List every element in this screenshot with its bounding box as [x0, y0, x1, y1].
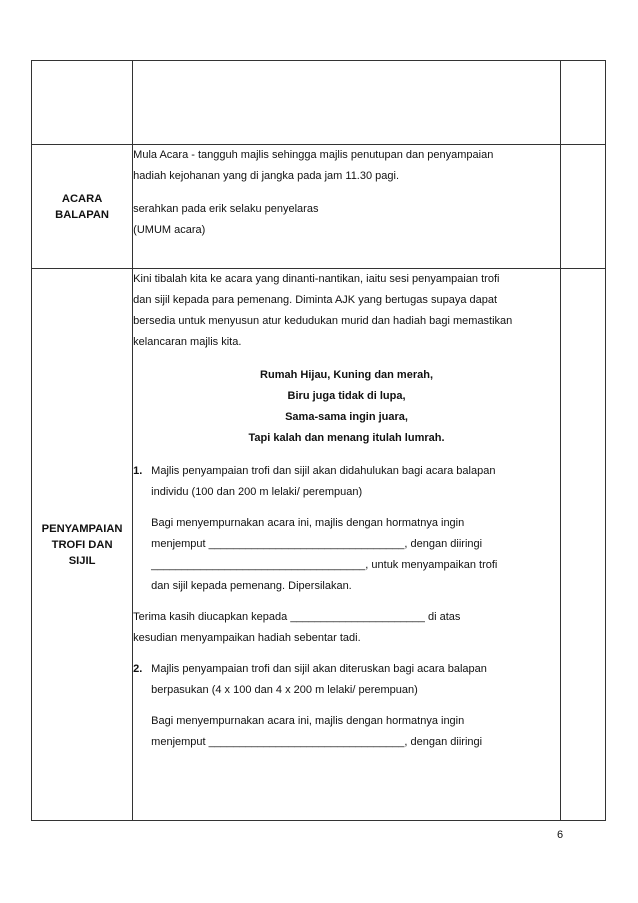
row2-notes-cell: [560, 145, 605, 269]
table-row-acara-balapan: [32, 145, 606, 269]
row1-notes-cell: [560, 61, 605, 145]
paragraph-line: hadiah kejohanan yang di jangka pada jam 11.30 pagi.: [133, 170, 400, 182]
pantun-line: Sama-sama ingin juara,: [285, 411, 408, 423]
section-label-acara-balapan: ACARA BALAPAN: [32, 145, 133, 269]
intro-line: dan sijil kepada para pemenang. Diminta AJK yang bertugas supaya dapat: [133, 294, 498, 306]
row3-notes-cell: [560, 269, 605, 821]
thanks-line: Terima kasih diucapkan kepada ______________________ di atas: [133, 611, 461, 623]
item-1: 1. Majlis penyampaian trofi dan sijil akan didahulukan bagi acara balapan individu (100 dan 200 m lelaki/ perempuan) Bagi menyempurnakan acara ini, majlis dengan hormatnya ingin menjemput ________________________________, dengan diiringi ___________________________________, untuk menyampaikan trofi dan sijil kepada pemenang. Dipersilakan.: [133, 461, 560, 597]
pantun-line: Biru juga tidak di lupa,: [287, 390, 406, 402]
pantun: [133, 365, 560, 449]
paragraph-line: serahkan pada erik selaku penyelaras: [133, 203, 319, 215]
intro-line: Kini tibalah kita ke acara yang dinanti-nantikan, iaitu sesi penyampaian trofi: [133, 273, 500, 285]
table-row-penyampaian: [32, 269, 606, 821]
intro-line: bersedia untuk menyusun atur kedudukan murid dan hadiah bagi memastikan: [133, 315, 513, 327]
pantun-line: Tapi kalah dan menang itulah lumrah.: [248, 432, 445, 444]
acara-balapan-content: [133, 145, 561, 269]
item-number: 1.: [133, 465, 143, 477]
page-number: 6: [557, 829, 564, 841]
table-row-empty: [32, 61, 606, 145]
paragraph-line: Mula Acara - tangguh majlis sehingga majlis penutupan dan penyampaian: [133, 149, 494, 161]
intro-line: kelancaran majlis kita.: [133, 336, 242, 348]
pantun-line: Rumah Hijau, Kuning dan merah,: [260, 369, 434, 381]
item-number: 2.: [133, 663, 143, 675]
thanks-line: kesudian menyampaikan hadiah sebentar tadi.: [133, 632, 361, 644]
penyampaian-content: [133, 269, 561, 821]
row1-label-cell: [32, 61, 133, 145]
row1-content-cell: [133, 61, 561, 145]
program-table: [31, 60, 606, 821]
paragraph-line: (UMUM acara): [133, 224, 206, 236]
section-label-penyampaian: PENYAMPAIAN TROFI DAN SIJIL: [32, 269, 133, 821]
item-2: 2. Majlis penyampaian trofi dan sijil akan diteruskan bagi acara balapan berpasukan (4 x 100 dan 4 x 200 m lelaki/ perempuan) Bagi menyempurnakan acara ini, majlis dengan hormatnya ingin menjemput ________________________________, dengan diiringi: [133, 659, 560, 753]
